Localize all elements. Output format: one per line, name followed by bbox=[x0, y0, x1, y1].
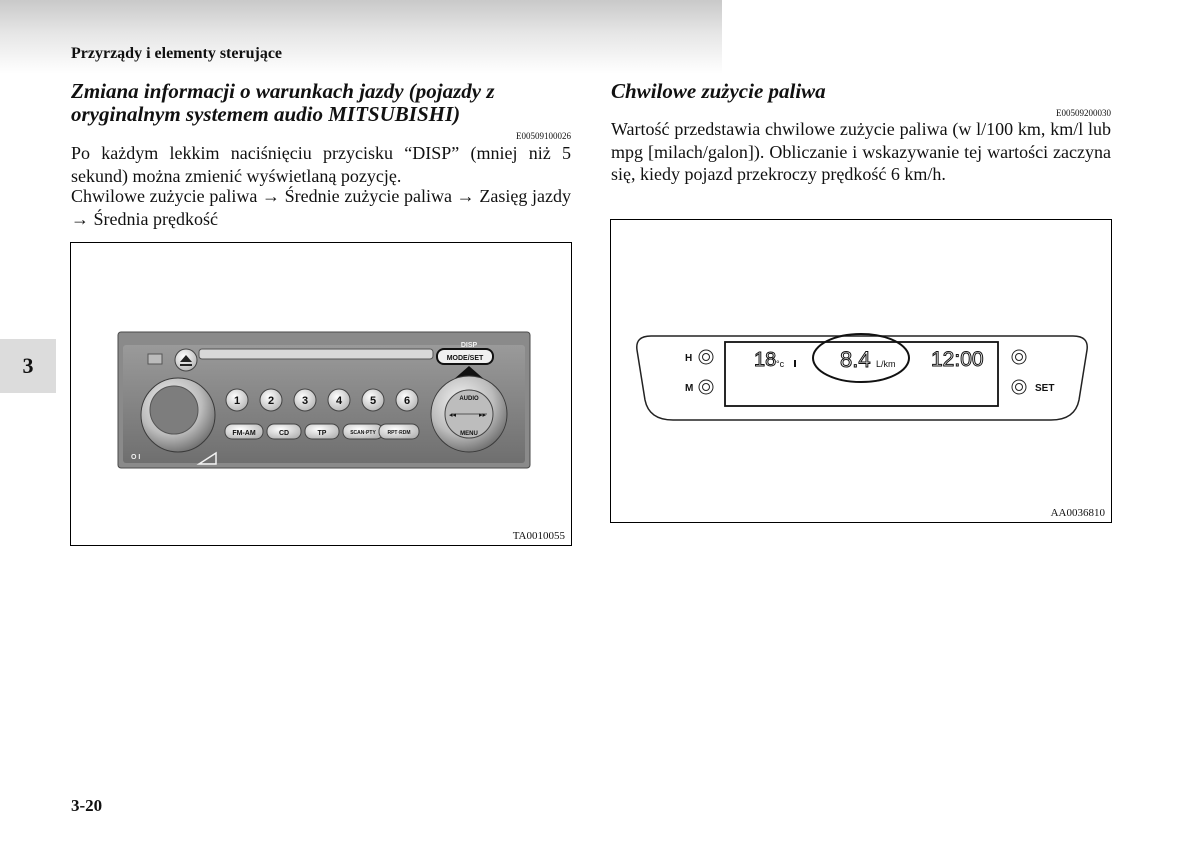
svg-text:TP: TP bbox=[317, 430, 327, 437]
radio-illustration bbox=[71, 243, 571, 545]
function-buttons bbox=[225, 424, 419, 439]
clock-button[interactable] bbox=[1012, 350, 1026, 364]
seek-back-icon[interactable]: ◂◂ bbox=[449, 412, 457, 419]
section-header: Przyrządy i elementy sterujące bbox=[71, 45, 283, 62]
svg-text:4: 4 bbox=[335, 395, 343, 407]
menu-label[interactable]: MENU bbox=[460, 431, 478, 437]
left-paragraph-2: Chwilowe zużycie paliwa → Średnie zużycie paliwa → Zasięg jazdy → Średnia prędkość bbox=[71, 186, 571, 229]
svg-text:1: 1 bbox=[233, 395, 241, 407]
cd-slot bbox=[199, 349, 433, 359]
volume-knob-cap bbox=[150, 386, 198, 434]
m-label: M bbox=[685, 383, 694, 394]
power-label: O I bbox=[131, 454, 141, 461]
svg-text:FM-AM: FM-AM bbox=[232, 430, 256, 437]
left-section-code: E00509100026 bbox=[516, 131, 571, 141]
seek-forward-icon[interactable]: ▸▸ bbox=[479, 412, 487, 419]
svg-text:CD: CD bbox=[278, 430, 290, 437]
left-heading: Zmiana informacji o warunkach jazdy (pojazdy z oryginalnym systemem audio MITSUBISHI) bbox=[71, 79, 495, 126]
chapter-tab: 3 bbox=[0, 339, 56, 393]
tp-button[interactable] bbox=[305, 424, 339, 439]
preset-button-5[interactable] bbox=[362, 389, 384, 411]
fm-am-button[interactable] bbox=[225, 424, 263, 439]
svg-text:3: 3 bbox=[301, 395, 309, 407]
left-paragraph-1: Po każdym lekkim naciśnięciu przycisku “DISP” (mniej niż 5 sekund) można zmienić wyświetlaną pozycję. bbox=[71, 143, 571, 186]
right-paragraph: Wartość przedstawia chwilowe zużycie paliwa (w l/100 km, km/l lub mpg [milach/galon]). Obliczanie i wskazywanie tej wartości zaczyna się, kiedy pojazd przekroczy prędkość 6 km/h. bbox=[611, 119, 1111, 184]
cd-button[interactable] bbox=[267, 424, 301, 439]
right-heading: Chwilowe zużycie paliwa bbox=[611, 79, 826, 103]
preset-button-6[interactable] bbox=[396, 389, 418, 411]
preset-button-4[interactable] bbox=[328, 389, 350, 411]
lcd-marker bbox=[794, 360, 796, 367]
mode-set-label: MODE/SET bbox=[446, 355, 484, 362]
clock-readout: 12:00 bbox=[931, 348, 984, 371]
m-button[interactable] bbox=[699, 380, 713, 394]
cd-logo bbox=[148, 354, 162, 364]
scan-pty-button[interactable] bbox=[343, 424, 383, 439]
preset-button-1[interactable] bbox=[226, 389, 248, 411]
svg-text:SCAN·PTY: SCAN·PTY bbox=[350, 430, 376, 436]
disp-label: DISP bbox=[460, 342, 478, 349]
radio-figure bbox=[70, 242, 572, 546]
svg-text:5: 5 bbox=[369, 395, 377, 407]
display-figure bbox=[610, 219, 1112, 523]
temperature-readout: 18 bbox=[754, 349, 777, 371]
h-button[interactable] bbox=[699, 350, 713, 364]
rpt-rdm-button[interactable] bbox=[379, 424, 419, 439]
svg-text:2: 2 bbox=[267, 395, 275, 407]
svg-text:RPT·RDM: RPT·RDM bbox=[387, 430, 411, 436]
display-illustration bbox=[611, 220, 1111, 522]
fuel-consumption-unit: L/km bbox=[876, 359, 896, 369]
set-button[interactable] bbox=[1012, 380, 1026, 394]
audio-label[interactable]: AUDIO bbox=[459, 396, 479, 402]
preset-button-3[interactable] bbox=[294, 389, 316, 411]
figure-id: TA0010055 bbox=[512, 530, 565, 542]
set-label: SET bbox=[1035, 383, 1055, 394]
right-section-code: E00509200030 bbox=[1056, 108, 1111, 118]
fuel-consumption-value: 8.4 bbox=[840, 347, 871, 372]
h-label: H bbox=[685, 353, 693, 364]
figure-id: AA0036810 bbox=[1050, 507, 1105, 519]
svg-text:6: 6 bbox=[403, 395, 411, 407]
preset-button-2[interactable] bbox=[260, 389, 282, 411]
temperature-unit: °c bbox=[776, 359, 785, 369]
page-number: 3-20 bbox=[71, 796, 103, 815]
